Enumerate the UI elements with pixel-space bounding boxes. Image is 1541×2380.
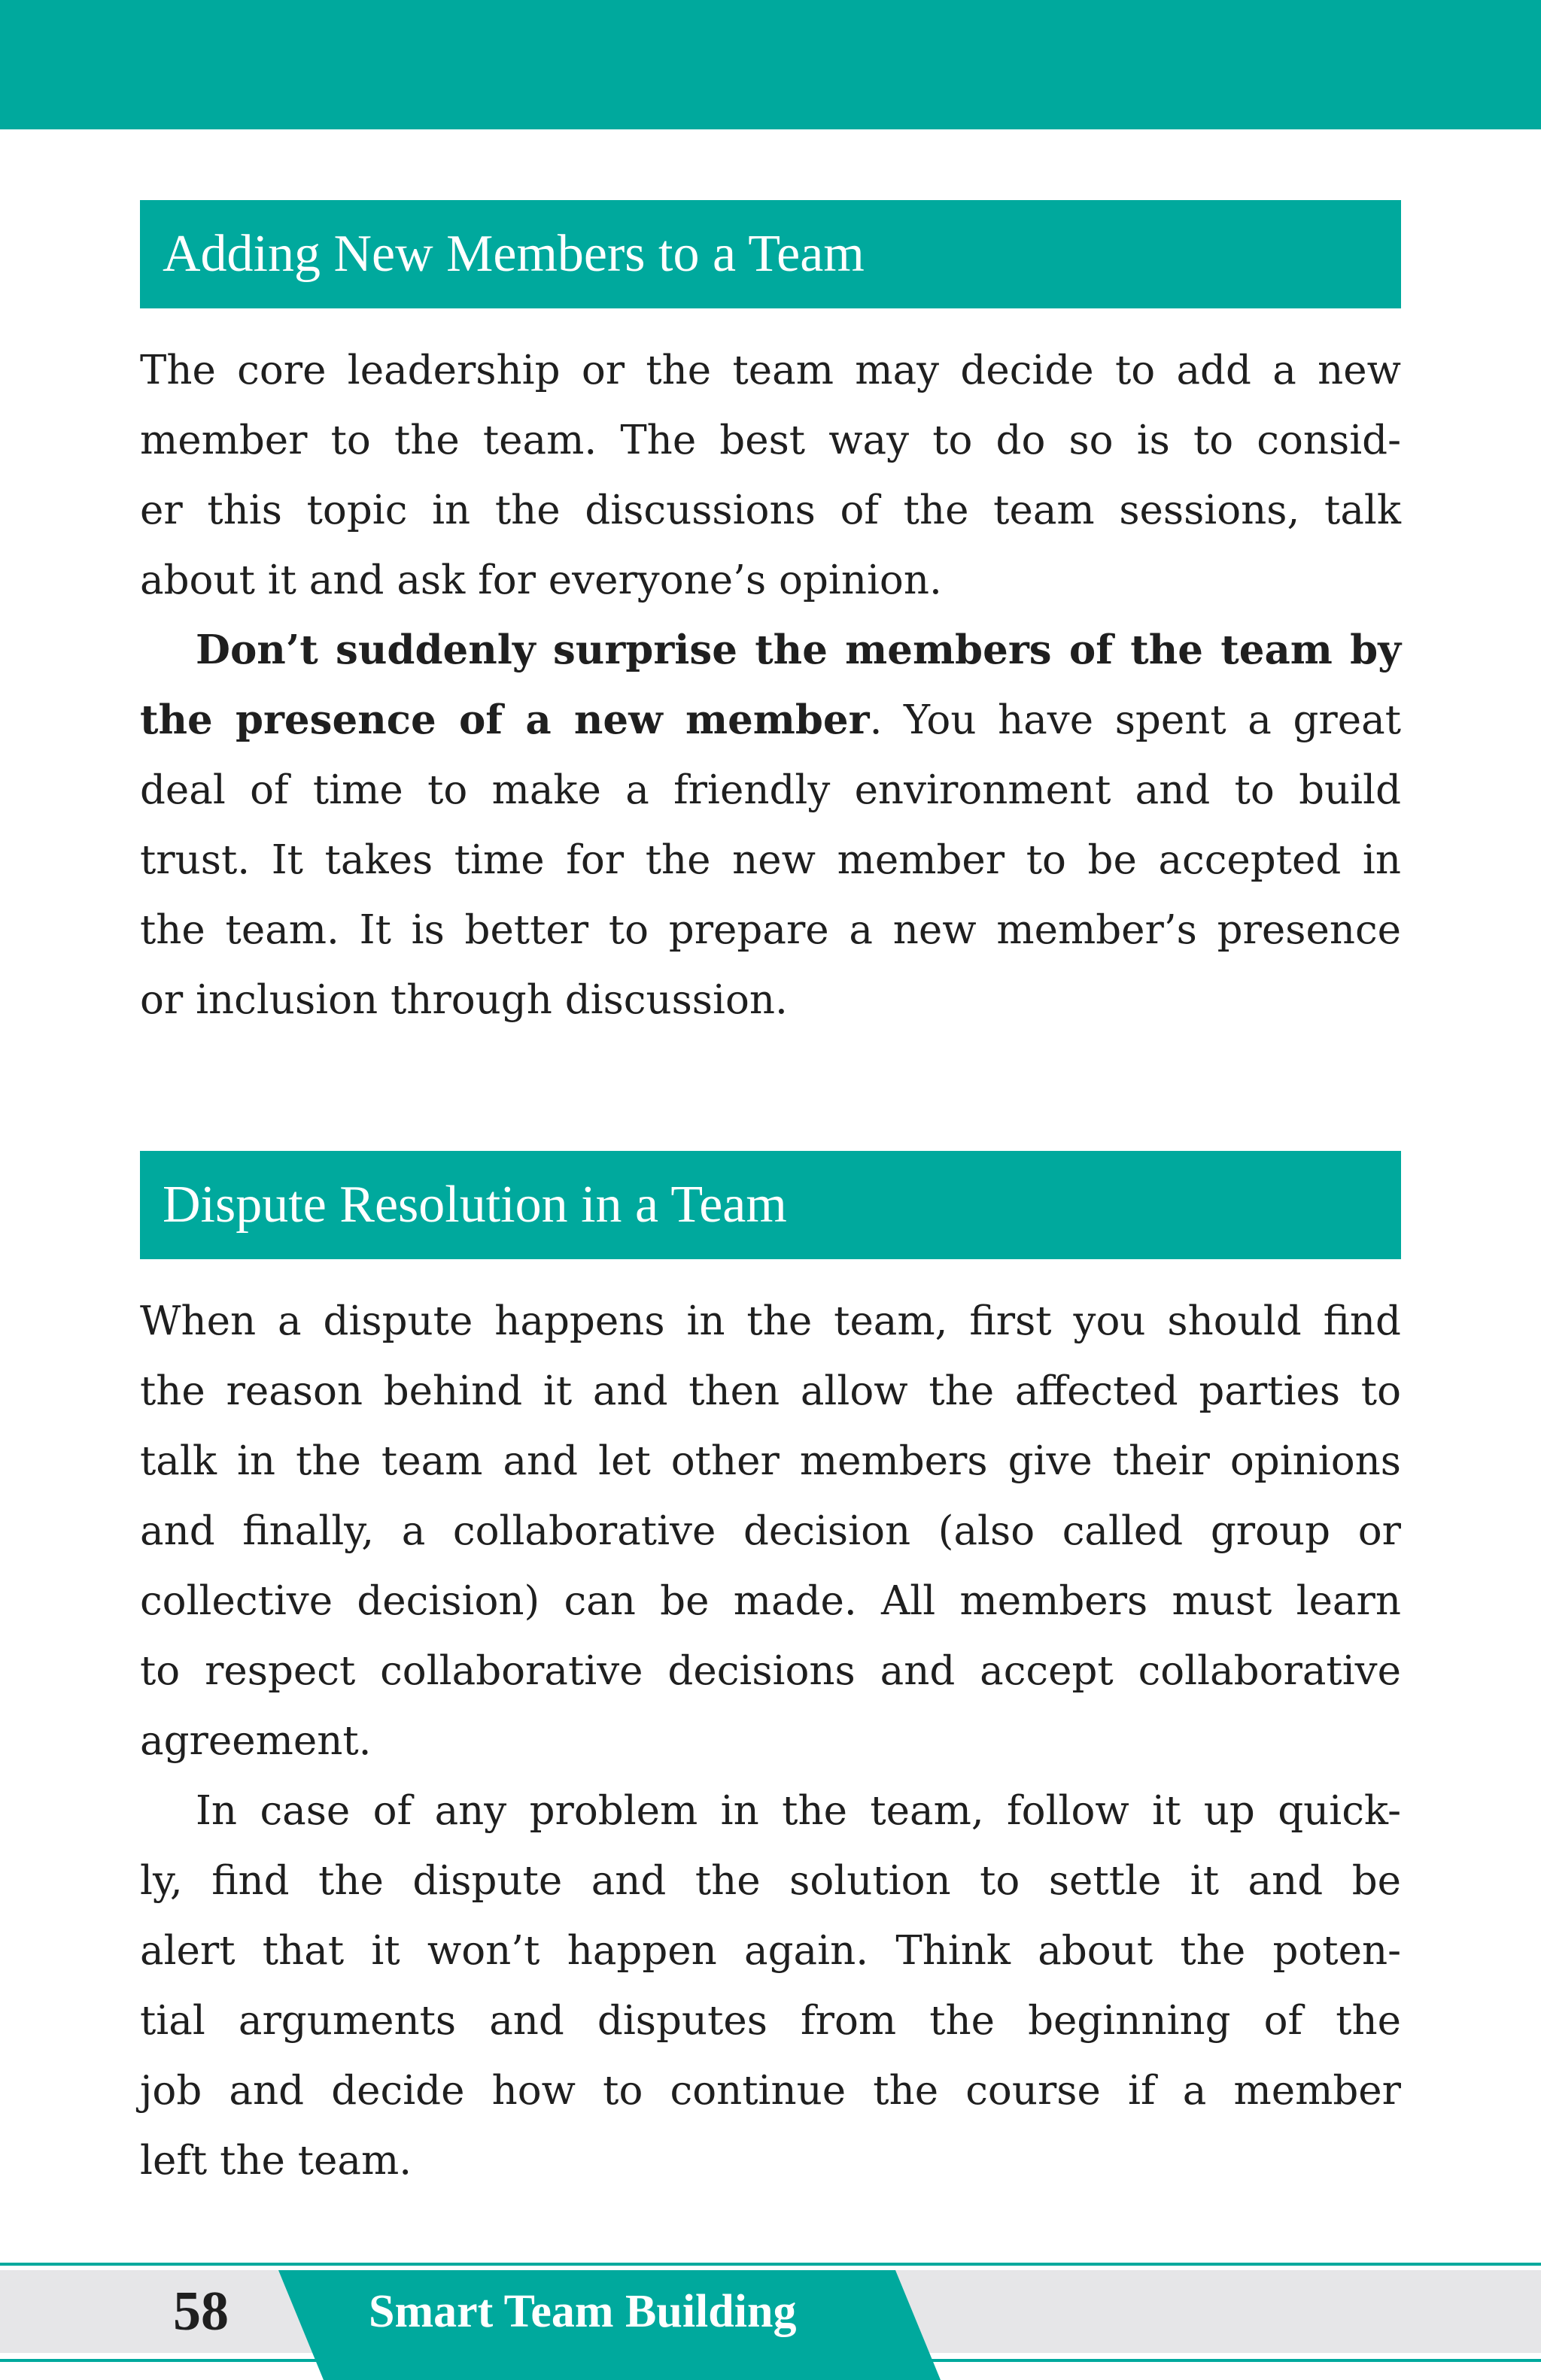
body-line: ly, find the dispute and the solution to settle it and be — [140, 1858, 1401, 1904]
body-line: about it and ask for everyone’s opinion. — [140, 557, 942, 603]
body-line: or inclusion through discussion. — [140, 977, 788, 1023]
section-heading-text: Dispute Resolution in a Team — [163, 1176, 787, 1234]
body-line — [140, 685, 1401, 755]
body-line: tial arguments and disputes from the beginning of the — [140, 1998, 1401, 2044]
section-heading-text: Adding New Members to a Team — [163, 225, 865, 283]
top-color-band — [0, 0, 1541, 129]
section-heading-dispute-resolution — [140, 1151, 1401, 1259]
body-line: to respect collaborative decisions and accept collaborative — [140, 1648, 1401, 1694]
body-line: job and decide how to continue the course if a member — [140, 2068, 1401, 2114]
body-line: deal of time to make a friendly environment and to build — [140, 767, 1401, 813]
body-line: talk in the team and let other members give their opinions — [140, 1438, 1401, 1484]
body-line: agreement. — [140, 1718, 372, 1764]
body-line: collective decision) can be made. All members must learn — [140, 1578, 1401, 1624]
body-line: and finally, a collaborative decision (also called group or — [140, 1508, 1401, 1554]
section-heading-adding-members — [140, 200, 1401, 308]
body-line: When a dispute happens in the team, first you should find — [140, 1298, 1401, 1344]
emphasis-text: Don’t suddenly surprise the members of the team by — [196, 627, 1401, 673]
body-line: er this topic in the discussions of the team sessions, talk — [140, 487, 1401, 533]
body-line: the reason behind it and then allow the affected parties to — [140, 1368, 1401, 1414]
page-number: 58 — [173, 2281, 229, 2342]
body-line: The core leadership or the team may decide to add a new — [140, 348, 1401, 393]
section-body-adding-members — [140, 335, 1401, 1035]
body-line — [140, 615, 1401, 685]
emphasis-text: the presence of a new member — [140, 697, 870, 743]
body-line: member to the team. The best way to do so is to consid- — [140, 417, 1401, 463]
footer-rule-top — [0, 2263, 1541, 2266]
footer-book-title: Smart Team Building — [369, 2286, 797, 2337]
body-line: alert that it won’t happen again. Think about the poten- — [140, 1928, 1401, 1974]
body-line: trust. It takes time for the new member to be accepted in — [140, 837, 1401, 883]
body-line: left the team. — [140, 2138, 412, 2184]
body-text: . You have spent a great — [869, 697, 1402, 743]
body-line: In case of any problem in the team, follow it up quick- — [196, 1788, 1401, 1834]
body-line: the team. It is better to prepare a new member’s presence — [140, 907, 1401, 953]
section-body-dispute-resolution — [140, 1286, 1401, 2196]
